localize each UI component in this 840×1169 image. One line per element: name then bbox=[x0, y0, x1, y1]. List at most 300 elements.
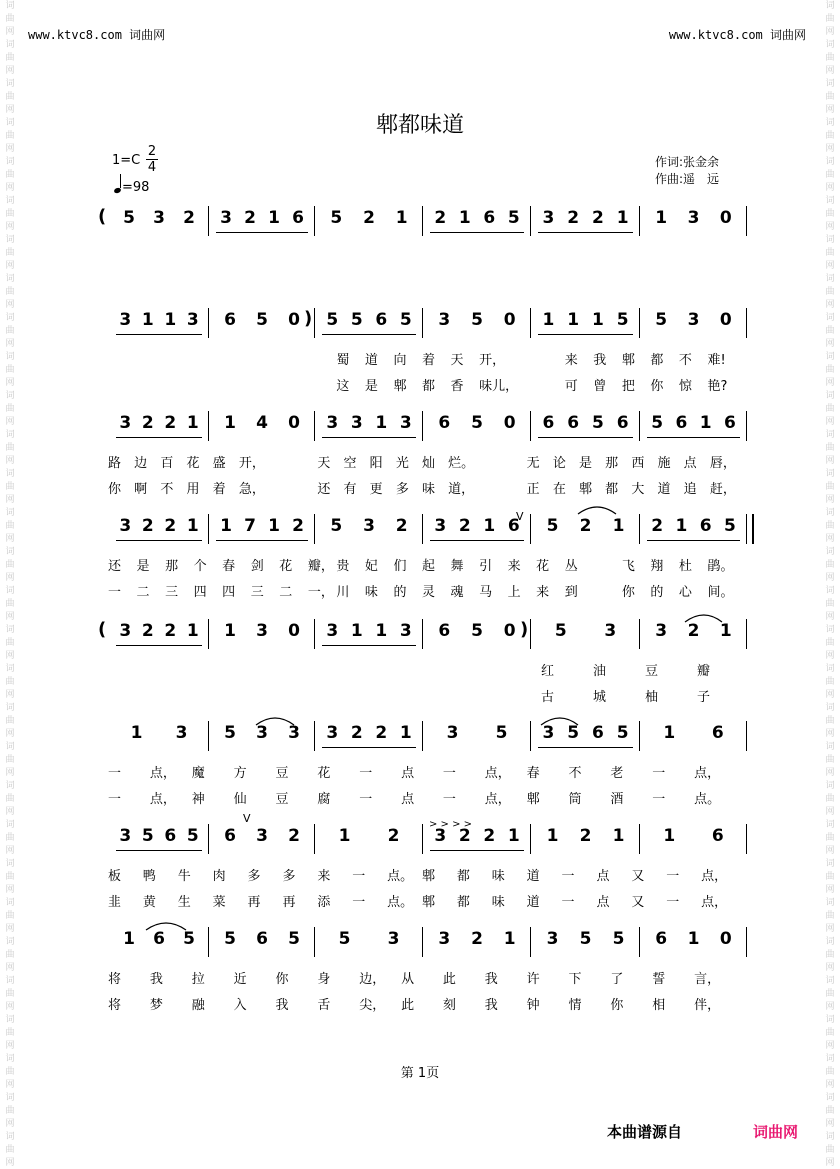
note: 3 bbox=[326, 621, 339, 641]
lyric-syllable: 我 bbox=[593, 353, 607, 368]
lyric-syllable: 钟 bbox=[526, 998, 540, 1013]
lyric-syllable: 你 bbox=[108, 482, 122, 497]
lyric-line bbox=[0, 581, 840, 599]
lyric-syllable: 都 bbox=[456, 895, 470, 910]
tempo-marking bbox=[114, 177, 149, 195]
lyric-syllable: 点， bbox=[149, 792, 176, 807]
lyric-syllable: 古 bbox=[541, 690, 555, 705]
lyric-syllable: 魔 bbox=[191, 766, 205, 781]
lyric-syllable: 边， bbox=[359, 972, 386, 987]
lyric-syllable: 二 bbox=[136, 585, 150, 600]
lyric-syllable: 拉 bbox=[191, 972, 205, 987]
lyric-syllable: 艳? bbox=[707, 379, 728, 394]
lyric-syllable: 鹃。 bbox=[707, 559, 734, 574]
lyric-syllable: 仙 bbox=[233, 792, 247, 807]
note: 3 bbox=[256, 826, 268, 846]
beam-line bbox=[647, 540, 740, 541]
lyric-syllable: 一 bbox=[666, 895, 680, 910]
lyric-syllable: 都 bbox=[605, 482, 619, 497]
barline bbox=[639, 721, 640, 751]
lyric-syllable: 飞 bbox=[621, 559, 635, 574]
lyric-syllable: 鸭 bbox=[142, 869, 156, 884]
lyric-syllable: 黄 bbox=[142, 895, 156, 910]
lyric-syllable: 添 bbox=[317, 895, 331, 910]
lyric-syllable: 还 bbox=[317, 482, 331, 497]
lyric-syllable: 来 bbox=[536, 585, 550, 600]
lyric-syllable: 郫 bbox=[579, 482, 593, 497]
note: 3 bbox=[399, 413, 412, 433]
lyric-line bbox=[0, 660, 840, 678]
note: 6 bbox=[542, 413, 555, 433]
note: 5 bbox=[471, 621, 483, 641]
note: 5 bbox=[183, 929, 195, 949]
lyric-syllable: 西 bbox=[631, 456, 645, 471]
barline bbox=[314, 824, 315, 854]
lyric-syllable: 一 bbox=[359, 792, 373, 807]
barline bbox=[530, 927, 531, 957]
barline bbox=[422, 514, 423, 544]
note: 1 bbox=[655, 208, 668, 228]
note: 5 bbox=[399, 310, 412, 330]
note: 3 bbox=[546, 929, 559, 949]
lyric-syllable: 柚 bbox=[645, 690, 659, 705]
beam-line bbox=[430, 232, 524, 233]
lyric-syllable: 点。 bbox=[387, 895, 414, 910]
lyric-syllable: 路 bbox=[108, 456, 122, 471]
note: 2 bbox=[471, 929, 483, 949]
note: 1 bbox=[220, 516, 232, 536]
lyric-syllable: 花 bbox=[317, 766, 331, 781]
lyric-syllable: 相 bbox=[652, 998, 666, 1013]
lyric-line bbox=[0, 968, 840, 986]
barline bbox=[639, 411, 640, 441]
note: 2 bbox=[375, 723, 388, 743]
lyric-syllable: 这 bbox=[336, 379, 350, 394]
beam-line bbox=[116, 645, 202, 646]
lyric-syllable: 一 bbox=[108, 766, 122, 781]
barline bbox=[422, 308, 423, 338]
note: 5 bbox=[616, 723, 629, 743]
note: 1 bbox=[395, 208, 408, 228]
beam-line bbox=[538, 437, 633, 438]
lyric-syllable: 一 bbox=[352, 895, 366, 910]
lyric-syllable: 间。 bbox=[707, 585, 734, 600]
lyric-syllable: 味儿， bbox=[479, 379, 519, 394]
note: 3 bbox=[256, 723, 268, 743]
note: 1 bbox=[224, 413, 236, 433]
note: 6 bbox=[591, 723, 604, 743]
note: 2 bbox=[164, 621, 177, 641]
note: 7 bbox=[244, 516, 256, 536]
barline bbox=[530, 619, 531, 649]
lyric-syllable: 在 bbox=[552, 482, 566, 497]
lyric-syllable: 都 bbox=[456, 869, 470, 884]
lyric-syllable: 把 bbox=[621, 379, 635, 394]
note: 2 bbox=[458, 826, 471, 846]
key-signature: 1=C bbox=[112, 153, 141, 168]
lyric-syllable: 光 bbox=[395, 456, 409, 471]
barline bbox=[746, 308, 747, 338]
note: 1 bbox=[186, 413, 199, 433]
lyric-syllable: 惊 bbox=[678, 379, 692, 394]
barline bbox=[639, 514, 640, 544]
barline bbox=[422, 206, 423, 236]
lyric-syllable: 一， bbox=[307, 585, 334, 600]
lyric-syllable: 点 bbox=[596, 895, 610, 910]
lyric-syllable: 将 bbox=[108, 998, 122, 1013]
note: 1 bbox=[663, 723, 676, 743]
note: 6 bbox=[256, 929, 268, 949]
lyric-syllable: 追 bbox=[683, 482, 697, 497]
lyric-syllable: 百 bbox=[160, 456, 174, 471]
barline bbox=[422, 619, 423, 649]
lyric-syllable: 开， bbox=[238, 456, 265, 471]
barline bbox=[639, 927, 640, 957]
note: 2 bbox=[244, 208, 256, 228]
lyric-syllable: 都 bbox=[422, 379, 436, 394]
composer-credit: 作曲:遥 远 bbox=[655, 172, 720, 186]
note: 1 bbox=[268, 516, 280, 536]
lyric-syllable: 更 bbox=[369, 482, 383, 497]
note: 2 bbox=[183, 208, 195, 228]
note: 1 bbox=[663, 826, 676, 846]
lyric-syllable: 点， bbox=[701, 895, 728, 910]
barline bbox=[208, 721, 209, 751]
lyric-syllable: 三 bbox=[250, 585, 264, 600]
note: 2 bbox=[651, 516, 664, 536]
lyric-syllable: 一 bbox=[561, 895, 575, 910]
repeat-paren: ) bbox=[520, 619, 529, 640]
lyric-syllable: 都 bbox=[650, 353, 664, 368]
beam-line bbox=[322, 645, 416, 646]
lyric-syllable: 再 bbox=[282, 895, 296, 910]
note: 2 bbox=[483, 826, 496, 846]
lyric-line bbox=[0, 555, 840, 573]
lyric-syllable: 味 bbox=[364, 585, 378, 600]
barline bbox=[314, 619, 315, 649]
beam-line bbox=[430, 540, 524, 541]
lyric-syllable: 四 bbox=[222, 585, 236, 600]
lyric-line bbox=[0, 349, 840, 367]
lyric-syllable: 豆 bbox=[645, 664, 659, 679]
lyric-syllable: 点。 bbox=[694, 792, 721, 807]
lyric-syllable: 用 bbox=[186, 482, 200, 497]
barline bbox=[530, 824, 531, 854]
breath-mark-row4: V bbox=[516, 510, 524, 523]
note: 1 bbox=[224, 621, 236, 641]
site-url-left[interactable]: www.ktvc8.com 词曲网 bbox=[28, 28, 166, 42]
barline bbox=[422, 927, 423, 957]
lyric-syllable: 方 bbox=[233, 766, 247, 781]
lyric-line bbox=[0, 478, 840, 496]
lyric-syllable: 从 bbox=[401, 972, 415, 987]
tempo-value: =98 bbox=[122, 180, 150, 195]
lyric-syllable: 空 bbox=[343, 456, 357, 471]
lyric-syllable: 点， bbox=[484, 792, 511, 807]
beam-line bbox=[116, 437, 202, 438]
note: 4 bbox=[256, 413, 268, 433]
lyric-syllable: 板 bbox=[108, 869, 122, 884]
note: 3 bbox=[119, 310, 132, 330]
lyric-syllable: 郫 bbox=[621, 353, 635, 368]
lyric-syllable: 天 bbox=[317, 456, 331, 471]
lyric-syllable: 点， bbox=[149, 766, 176, 781]
note: 5 bbox=[591, 413, 604, 433]
note: 1 bbox=[338, 826, 351, 846]
note: 0 bbox=[503, 621, 516, 641]
lyric-syllable: 道 bbox=[526, 869, 540, 884]
lyric-syllable: 开， bbox=[479, 353, 506, 368]
meter-bottom: 4 bbox=[147, 160, 157, 175]
lyric-syllable: 瓣 bbox=[697, 664, 711, 679]
lyric-syllable: 急， bbox=[238, 482, 265, 497]
lyric-syllable: 多 bbox=[282, 869, 296, 884]
lyric-syllable: 的 bbox=[650, 585, 664, 600]
lyric-syllable: 边 bbox=[134, 456, 148, 471]
note: 6 bbox=[655, 929, 668, 949]
note: 6 bbox=[438, 621, 451, 641]
lyric-syllable: 春 bbox=[222, 559, 236, 574]
note: 2 bbox=[164, 516, 177, 536]
beam-line bbox=[216, 232, 308, 233]
lyric-syllable: 不 bbox=[678, 353, 692, 368]
note: 3 bbox=[288, 723, 300, 743]
note: 3 bbox=[326, 413, 339, 433]
barline bbox=[746, 514, 754, 544]
lyric-syllable: 正 bbox=[526, 482, 540, 497]
lyric-line bbox=[0, 788, 840, 806]
note: 3 bbox=[119, 621, 132, 641]
note: 1 bbox=[268, 208, 280, 228]
lyric-syllable: 尖， bbox=[359, 998, 386, 1013]
note: 1 bbox=[612, 516, 625, 536]
note: 1 bbox=[591, 310, 604, 330]
lyric-syllable: 身 bbox=[317, 972, 331, 987]
lyric-syllable: 又 bbox=[631, 869, 645, 884]
lyric-syllable: 一 bbox=[108, 792, 122, 807]
note: 3 bbox=[186, 310, 199, 330]
note: 1 bbox=[719, 621, 732, 641]
lyric-syllable: 是 bbox=[364, 379, 378, 394]
note: 5 bbox=[554, 621, 567, 641]
lyric-syllable: 情 bbox=[568, 998, 582, 1013]
lyric-syllable: 了 bbox=[610, 972, 624, 987]
note: 6 bbox=[711, 826, 724, 846]
lyric-syllable: 来 bbox=[564, 353, 578, 368]
lyric-syllable: 神 bbox=[191, 792, 205, 807]
lyric-syllable: 刻 bbox=[442, 998, 456, 1013]
lyric-syllable: 此 bbox=[442, 972, 456, 987]
lyric-syllable: 豆 bbox=[275, 792, 289, 807]
lyric-syllable: 着 bbox=[422, 353, 436, 368]
lyric-syllable: 誓 bbox=[652, 972, 666, 987]
note: 3 bbox=[153, 208, 165, 228]
lyric-syllable: 不 bbox=[160, 482, 174, 497]
lyric-syllable: 春 bbox=[526, 766, 540, 781]
barline bbox=[746, 927, 747, 957]
accent-marks-row7: > > > > bbox=[429, 819, 473, 830]
note: 5 bbox=[186, 826, 199, 846]
lyric-syllable: 有 bbox=[343, 482, 357, 497]
note: 6 bbox=[675, 413, 688, 433]
lyric-syllable: 舌 bbox=[317, 998, 331, 1013]
note: 1 bbox=[483, 516, 496, 536]
lyric-syllable: 舞 bbox=[450, 559, 464, 574]
note: 3 bbox=[655, 621, 668, 641]
beam-line bbox=[322, 747, 416, 748]
lyric-syllable: 点 bbox=[401, 792, 415, 807]
source-label: 本曲谱源自 bbox=[607, 1123, 683, 1141]
lyric-syllable: 唇， bbox=[709, 456, 736, 471]
lyric-syllable: 韭 bbox=[108, 895, 122, 910]
note: 0 bbox=[719, 208, 732, 228]
lyric-syllable: 豆 bbox=[275, 766, 289, 781]
note: 5 bbox=[288, 929, 300, 949]
lyric-syllable: 一 bbox=[108, 585, 122, 600]
staff-row-3 bbox=[0, 409, 840, 439]
note: 3 bbox=[119, 413, 132, 433]
lyric-syllable: 马 bbox=[479, 585, 493, 600]
lyric-syllable: 点 bbox=[401, 766, 415, 781]
lyric-line bbox=[0, 762, 840, 780]
note: 2 bbox=[288, 826, 300, 846]
barline bbox=[746, 824, 747, 854]
beam-line bbox=[116, 334, 202, 335]
lyric-line bbox=[0, 865, 840, 883]
barline bbox=[208, 206, 209, 236]
lyric-syllable: 难! bbox=[707, 353, 726, 368]
note: 3 bbox=[350, 413, 363, 433]
source-brand-link[interactable]: 词曲网 bbox=[753, 1123, 799, 1141]
right-watermark-strip: 词曲网词曲网词曲网词曲网词曲网词曲网词曲网词曲网词曲网词曲网词曲网词曲网词曲网词曲网词曲网词曲网词曲网词曲网词曲网词曲网词曲网词曲网词曲网词曲网词曲网词曲网词曲网词曲网词曲网词曲网 bbox=[825, 1, 835, 1168]
lyric-line bbox=[0, 375, 840, 393]
lyric-syllable: 那 bbox=[605, 456, 619, 471]
note: 2 bbox=[141, 621, 154, 641]
note: 3 bbox=[220, 208, 232, 228]
barline bbox=[639, 619, 640, 649]
lyric-syllable: 来 bbox=[317, 869, 331, 884]
lyric-syllable: 引 bbox=[479, 559, 493, 574]
lyric-syllable: 郫 bbox=[422, 895, 436, 910]
note: 5 bbox=[651, 413, 664, 433]
lyric-syllable: 贵 bbox=[336, 559, 350, 574]
beam-line bbox=[216, 540, 308, 541]
lyric-syllable: 道 bbox=[364, 353, 378, 368]
note: 2 bbox=[292, 516, 304, 536]
note: 6 bbox=[616, 413, 629, 433]
note: 1 bbox=[186, 621, 199, 641]
quarter-note-icon bbox=[113, 187, 121, 194]
note: 0 bbox=[503, 310, 516, 330]
site-url-right[interactable]: www.ktvc8.com 词曲网 bbox=[668, 28, 806, 42]
lyric-syllable: 道 bbox=[526, 895, 540, 910]
note: 0 bbox=[288, 413, 300, 433]
lyric-syllable: 肉 bbox=[212, 869, 226, 884]
lyric-syllable: 点， bbox=[484, 766, 511, 781]
lyric-line bbox=[0, 686, 840, 704]
lyric-syllable: 油 bbox=[593, 664, 607, 679]
note: 6 bbox=[438, 413, 451, 433]
barline bbox=[314, 927, 315, 957]
note: 5 bbox=[655, 310, 668, 330]
note: 5 bbox=[256, 310, 268, 330]
note: 2 bbox=[141, 516, 154, 536]
note: 3 bbox=[387, 929, 400, 949]
lyric-syllable: 多 bbox=[395, 482, 409, 497]
lyric-line bbox=[0, 891, 840, 909]
note: 5 bbox=[123, 208, 135, 228]
lyric-syllable: 城 bbox=[593, 690, 607, 705]
lyric-syllable: 翔 bbox=[650, 559, 664, 574]
note: 1 bbox=[546, 826, 559, 846]
lyric-syllable: 味 bbox=[491, 895, 505, 910]
staff-row-6 bbox=[0, 719, 840, 749]
lyric-syllable: 我 bbox=[484, 972, 498, 987]
note: 1 bbox=[458, 208, 471, 228]
lyric-syllable: 红 bbox=[541, 664, 555, 679]
lyric-syllable: 论 bbox=[552, 456, 566, 471]
repeat-paren: ( bbox=[98, 206, 107, 227]
lyric-syllable: 一 bbox=[561, 869, 575, 884]
note: 5 bbox=[579, 929, 592, 949]
lyric-syllable: 道， bbox=[448, 482, 475, 497]
note: 1 bbox=[616, 208, 629, 228]
barline bbox=[314, 206, 315, 236]
note: 3 bbox=[434, 826, 447, 846]
lyric-syllable: 生 bbox=[177, 895, 191, 910]
lyric-syllable: 蜀 bbox=[336, 353, 350, 368]
lyric-syllable: 盛 bbox=[212, 456, 226, 471]
beam-line bbox=[430, 850, 524, 851]
lyric-syllable: 天 bbox=[450, 353, 464, 368]
lyric-syllable: 许 bbox=[526, 972, 540, 987]
barline bbox=[639, 308, 640, 338]
note: 2 bbox=[579, 516, 592, 536]
note: 6 bbox=[375, 310, 388, 330]
beam-line bbox=[116, 540, 202, 541]
note: 3 bbox=[687, 310, 700, 330]
barline bbox=[314, 411, 315, 441]
beam-line bbox=[538, 334, 633, 335]
note: 3 bbox=[119, 516, 132, 536]
staff-row-4 bbox=[0, 512, 840, 542]
lyric-syllable: 一 bbox=[352, 869, 366, 884]
lyric-syllable: 入 bbox=[233, 998, 247, 1013]
lyric-syllable: 味 bbox=[422, 482, 436, 497]
note: 1 bbox=[375, 413, 388, 433]
note: 1 bbox=[699, 413, 712, 433]
lyric-syllable: 赶， bbox=[709, 482, 736, 497]
lyric-syllable: 着 bbox=[212, 482, 226, 497]
lyricist-credit: 作词:张金余 bbox=[655, 155, 720, 169]
lyric-syllable: 烂。 bbox=[448, 456, 475, 471]
lyric-syllable: 一 bbox=[359, 766, 373, 781]
note: 6 bbox=[723, 413, 736, 433]
lyric-syllable: 起 bbox=[422, 559, 436, 574]
lyric-syllable: 将 bbox=[108, 972, 122, 987]
lyric-syllable: 丛 bbox=[564, 559, 578, 574]
lyric-syllable: 融 bbox=[191, 998, 205, 1013]
note: 6 bbox=[507, 516, 520, 536]
note: 5 bbox=[546, 516, 559, 536]
barline bbox=[746, 411, 747, 441]
barline bbox=[639, 824, 640, 854]
note: 6 bbox=[567, 413, 580, 433]
note: 6 bbox=[483, 208, 496, 228]
note: 2 bbox=[687, 621, 700, 641]
lyric-syllable: 一 bbox=[666, 869, 680, 884]
note: 6 bbox=[711, 723, 724, 743]
